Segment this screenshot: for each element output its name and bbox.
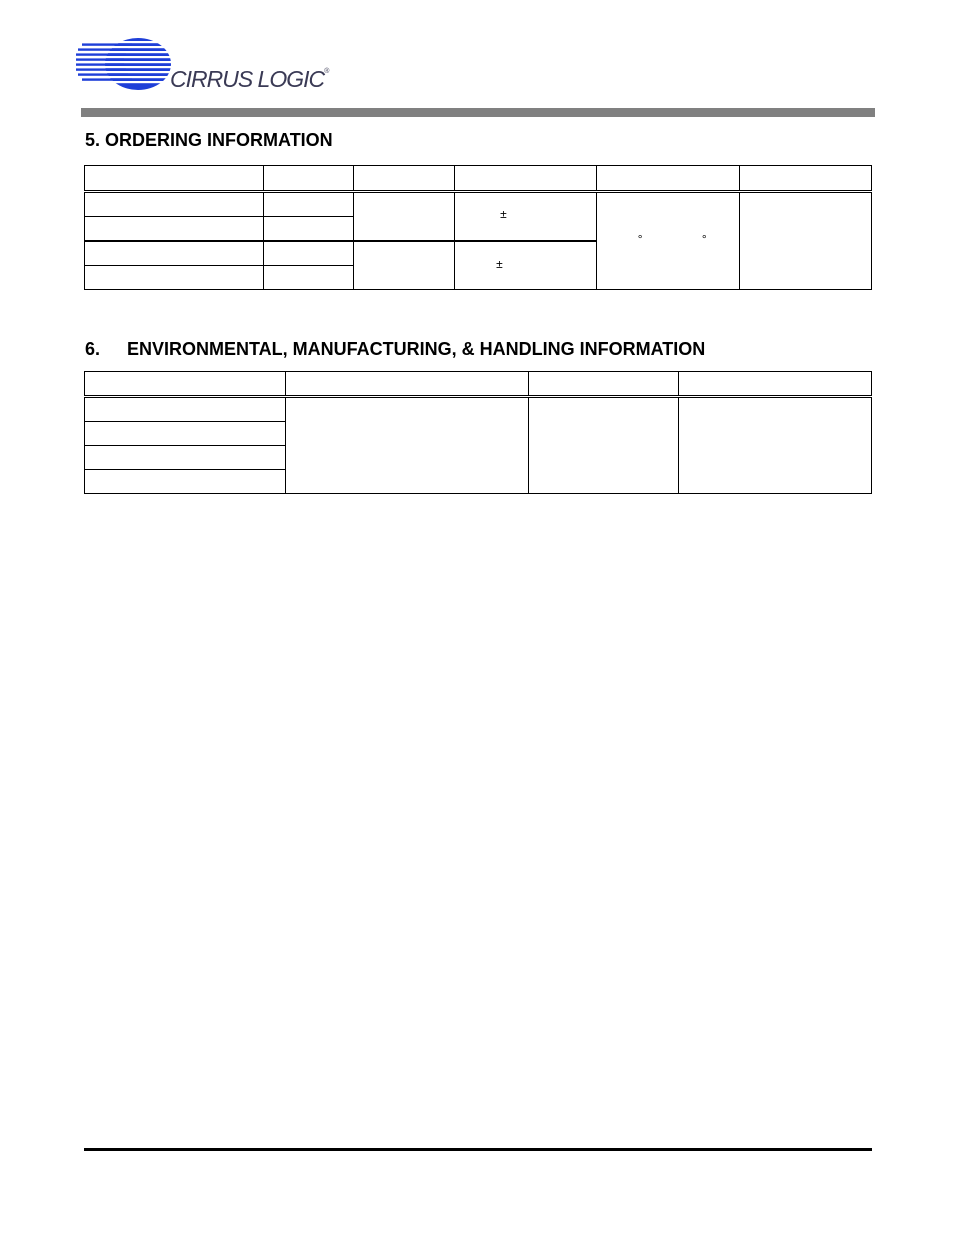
- table-cell: [454, 166, 597, 192]
- footer-rule: [84, 1148, 872, 1151]
- table-cell: [85, 266, 264, 290]
- table-cell: [740, 166, 872, 192]
- section-number: 6.: [85, 339, 101, 359]
- section-number: 5.: [85, 130, 101, 150]
- table-cell: [85, 241, 264, 266]
- table-cell: [679, 372, 872, 397]
- section-heading-ordering: [85, 130, 333, 151]
- table-cell: [85, 446, 286, 470]
- plus-minus-symbol: ±: [500, 206, 507, 221]
- degree-symbol: °: [701, 232, 707, 246]
- table-header-row: [85, 166, 872, 192]
- table-cell: [285, 372, 529, 397]
- table-cell: [263, 166, 353, 192]
- table-cell: [285, 397, 529, 494]
- table-cell: [263, 241, 353, 266]
- table-cell: [85, 397, 286, 422]
- plus-minus-symbol: ±: [496, 256, 503, 271]
- logo-brand-text: CIRRUS LOGIC: [170, 66, 325, 92]
- table-cell: [85, 166, 264, 192]
- table-cell: [85, 192, 264, 217]
- ordering-table: [84, 165, 872, 290]
- table-cell: [85, 372, 286, 397]
- table-cell: [85, 422, 286, 446]
- section-heading-environmental: [85, 339, 705, 360]
- table-cell: [454, 192, 597, 242]
- table-cell: [597, 192, 740, 290]
- degree-symbol: °: [637, 232, 643, 246]
- table-cell: [85, 217, 264, 242]
- table-cell: [353, 166, 454, 192]
- environmental-table: [84, 371, 872, 494]
- section-title: ORDERING INFORMATION: [105, 130, 333, 150]
- table-header-row: [85, 372, 872, 397]
- table-cell: [353, 241, 454, 290]
- table-cell: [454, 241, 597, 290]
- table-cell: [597, 166, 740, 192]
- table-cell: [263, 217, 353, 242]
- table-cell: [529, 372, 679, 397]
- logo-wordmark: [170, 66, 329, 93]
- table-cell: [529, 397, 679, 494]
- table-cell: [263, 192, 353, 217]
- table-row: [85, 397, 872, 422]
- table-cell: [263, 266, 353, 290]
- table-cell: [85, 470, 286, 494]
- registered-mark: ®: [324, 68, 330, 75]
- table-cell: [353, 192, 454, 242]
- table-cell: [679, 397, 872, 494]
- header-bar: [81, 108, 875, 117]
- section-title: ENVIRONMENTAL, MANUFACTURING, & HANDLING INFORMATION: [127, 339, 706, 359]
- table-row: [85, 192, 872, 217]
- table-cell: [740, 192, 872, 290]
